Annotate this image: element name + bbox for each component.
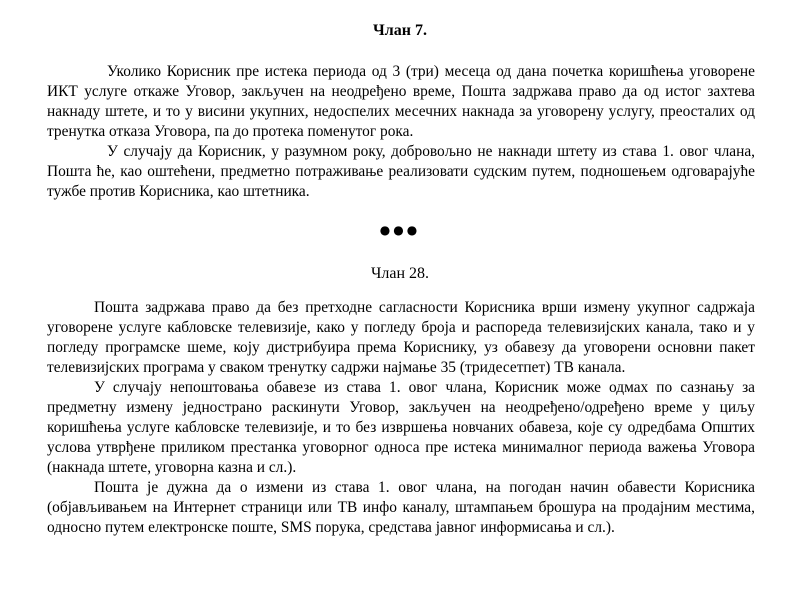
article-28-title: Члан 28.: [370, 265, 430, 282]
article-28-paragraph-3: Пошта је дужна да о измени из става 1. овог члана, на погодан начин обавести Корисника (објављивањем на Интернет страници или ТВ инфо каналу, штампањем брошура на продајним местима, односно путем електронске поште, SMS порука, средстава јавног информисања и сл.).: [47, 479, 755, 536]
section-separator-dots: ●●●: [379, 223, 421, 237]
article-7-body: [47, 62, 755, 202]
article-7-title: Члан 7.: [373, 22, 427, 39]
article-28-body: [47, 298, 755, 538]
article-28-paragraph-1: Пошта задржава право да без претходне сагласности Корисника врши измену укупног садржаја уговорене услуге кабловске телевизије, како у погледу броја и распореда телевизијских канала, тако и у погледу програмске шеме, коју дистрибуира према Кориснику, уз обавезу да уговорени основни пакет телевизијских програма у сваком тренутку садржи најмање 35 (тридесетпет) ТВ канала.: [47, 299, 755, 376]
article-7-paragraph-2: У случају да Корисник, у разумном року, добровољно не накнади штету из става 1. овог члана, Пошта ће, као оштећени, предметно потраживање реализовати судским путем, подношењем одговарајуће тужбе против Корисника, као штетника.: [47, 143, 755, 200]
article-28-paragraph-2: У случају непоштовања обавезе из става 1. овог члана, Корисник може одмах по сазнању за предметну измену једнострано раскинути Уговор, закључен на неодређено/одређено време у циљу коришћења услуге кабловске телевизије, и то без извршења новчаних обавеза, које су одредбама Општих услова утврђене приликом престанка уговорног односа пре истека минималног периода важења Уговора (накнада штете, уговорна казна и сл.).: [47, 379, 755, 476]
article-7-paragraph-1: Уколико Корисник пре истека периода од 3 (три) месеца од дана почетка коришћења уговорене ИКТ услуге откаже Уговор, закључен на неодређено време, Пошта задржава право да од истог захтева накнаду штете, и то у висини укупних, недоспелих месечних накнада за уговорену услугу, преосталих од тренутка отказа Уговора, па до протека поменутог рока.: [47, 63, 755, 140]
